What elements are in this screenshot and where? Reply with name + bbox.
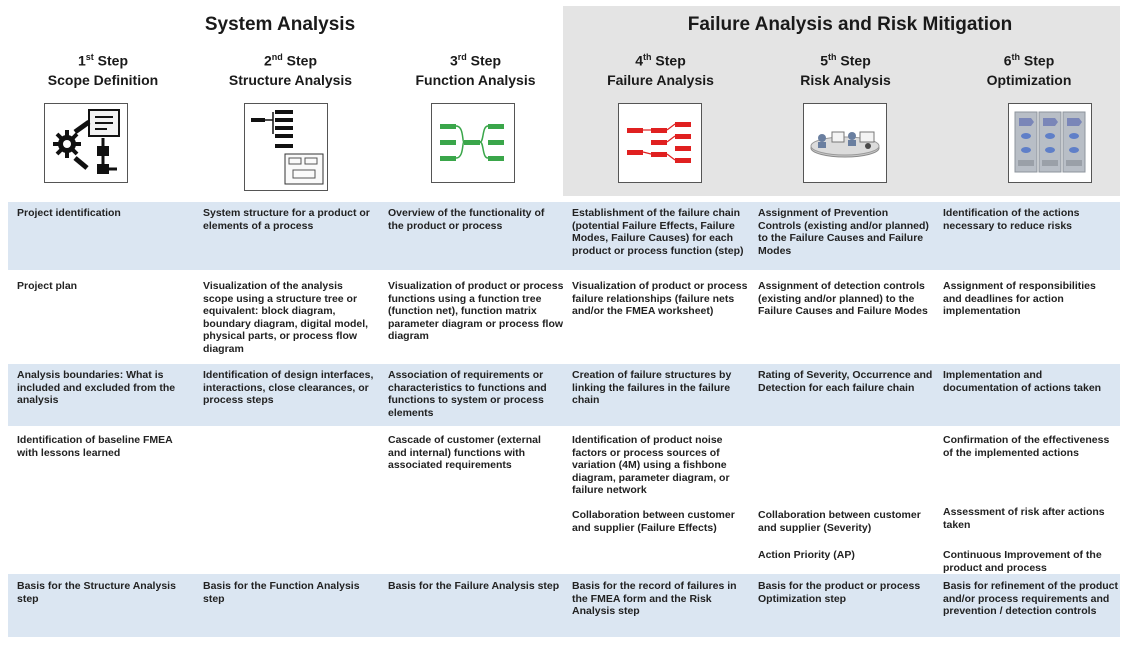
step-name: Function Analysis xyxy=(415,71,536,88)
cell-r4-c6-improvement: Continuous Improvement of the product and process xyxy=(943,549,1102,574)
cell-r5-c4: Basis for the record of failures in the FMEA form and the Risk Analysis step xyxy=(572,580,737,617)
step-number: 2 xyxy=(263,52,272,69)
risk-analysis-icon xyxy=(803,103,887,183)
step-1-header xyxy=(8,48,198,90)
step-word: Step xyxy=(1023,52,1055,69)
cell-r1-c2: System structure for a product or elements of a process xyxy=(203,207,370,232)
cell-r4-c1: Identification of baseline FMEA with lessons learned xyxy=(17,434,173,459)
cell-r3-c2: Identification of design interfaces, interactions, close clearances, or process steps xyxy=(203,369,374,406)
cell-r5-c5: Basis for the product or process Optimization step xyxy=(758,580,921,605)
step-ordinal: th xyxy=(828,52,837,62)
cell-r4-c6-assessment: Assessment of risk after actions taken xyxy=(943,506,1105,531)
step-2-header xyxy=(198,48,383,90)
cell-r3-c3: Association of requirements or characteristics to functions and functions to system or process elements xyxy=(388,369,547,419)
step-word: Step xyxy=(655,52,686,69)
cell-r5-c6: Basis for refinement of the product and/or process requirements and prevention / detection controls xyxy=(943,580,1119,617)
cell-r1-c1: Project identification xyxy=(17,207,121,219)
structure-tree-icon xyxy=(244,103,328,191)
optimization-icon xyxy=(1008,103,1092,183)
cell-r4-c5-action-priority: Action Priority (AP) xyxy=(758,549,855,561)
function-net-icon xyxy=(431,103,515,183)
cell-r5-c3: Basis for the Failure Analysis step xyxy=(388,580,560,592)
step-number: 1 xyxy=(77,52,86,69)
failure-net-icon xyxy=(618,103,702,183)
step-word: Step xyxy=(97,52,129,69)
step-ordinal: th xyxy=(643,52,652,62)
step-ordinal: nd xyxy=(271,52,283,62)
cell-r2-c3: Visualization of product or process functions using a function tree (function net), function matrix parameter diagram or process flow diagram xyxy=(388,280,564,342)
step-name: Risk Analysis xyxy=(800,71,891,88)
step-number: 3 xyxy=(449,52,458,69)
cell-r5-c2: Basis for the Function Analysis step xyxy=(203,580,360,605)
cell-r4-c5-collaboration: Collaboration between customer and supplier (Severity) xyxy=(758,509,921,534)
step-name: Structure Analysis xyxy=(228,71,353,88)
step-word: Step xyxy=(470,52,502,69)
failure-analysis-title: Failure Analysis and Risk Mitigation xyxy=(687,14,1013,35)
cell-r2-c5: Assignment of detection controls (existing and/or planned) to the Failure Causes and Failure Modes xyxy=(758,280,928,317)
step-name: Failure Analysis xyxy=(607,71,714,88)
cell-r3-c6: Implementation and documentation of actions taken xyxy=(943,369,1102,394)
step-name: Scope Definition xyxy=(47,71,159,88)
step-ordinal: rd xyxy=(457,52,467,62)
cell-r5-c1: Basis for the Structure Analysis step xyxy=(17,580,176,605)
step-number: 6 xyxy=(1003,52,1012,69)
cell-r1-c3: Overview of the functionality of the product or process xyxy=(388,207,545,232)
cell-r4-c4: Identification of product noise factors or process sources of variation (4M) using a fishbone diagram, parameter diagram, or failure network xyxy=(572,434,730,496)
cell-r4-c3: Cascade of customer (external and internal) functions with associated requirements xyxy=(388,434,541,471)
system-analysis-title: System Analysis xyxy=(204,14,356,35)
cell-r2-c4: Visualization of product or process failure relationships (failure nets and/or the FMEA worksheet) xyxy=(572,280,748,317)
cell-r3-c5: Rating of Severity, Occurrence and Detection for each failure chain xyxy=(758,369,933,394)
cell-r4-c6: Confirmation of the effectiveness of the implemented actions xyxy=(943,434,1110,459)
step-number: 4 xyxy=(635,52,644,69)
cell-r3-c1: Analysis boundaries: What is included and excluded from the analysis xyxy=(17,369,176,406)
step-name: Optimization xyxy=(986,71,1072,88)
cell-r3-c4: Creation of failure structures by linking the failures in the failure chain xyxy=(572,369,732,406)
step-word: Step xyxy=(286,52,318,69)
cell-r1-c5: Assignment of Prevention Controls (existing and/or planned) to the Failure Causes and Failure Modes xyxy=(758,207,929,257)
cell-r1-c6: Identification of the actions necessary to reduce risks xyxy=(943,207,1080,232)
step-word: Step xyxy=(840,52,871,69)
step-ordinal: st xyxy=(85,52,94,62)
step-6-header xyxy=(938,48,1120,90)
step-number: 5 xyxy=(820,52,829,69)
scope-definition-icon xyxy=(44,103,128,183)
cell-r4-c4-collaboration: Collaboration between customer and supplier (Failure Effects) xyxy=(572,509,735,534)
cell-r2-c2: Visualization of the analysis scope using a structure tree or equivalent: block diagram, boundary diagram, digital model, physical parts, or process flow diagram xyxy=(203,280,369,355)
cell-r2-c1: Project plan xyxy=(17,280,78,292)
step-4-header xyxy=(568,48,753,90)
step-ordinal: th xyxy=(1011,52,1021,62)
step-5-header xyxy=(753,48,938,90)
step-3-header xyxy=(383,48,568,90)
cell-r1-c4: Establishment of the failure chain (potential Failure Effects, Failure Modes, Failure Causes) for each product or process function (step) xyxy=(572,207,744,257)
cell-r2-c6: Assignment of responsibilities and deadlines for action implementation xyxy=(943,280,1096,317)
